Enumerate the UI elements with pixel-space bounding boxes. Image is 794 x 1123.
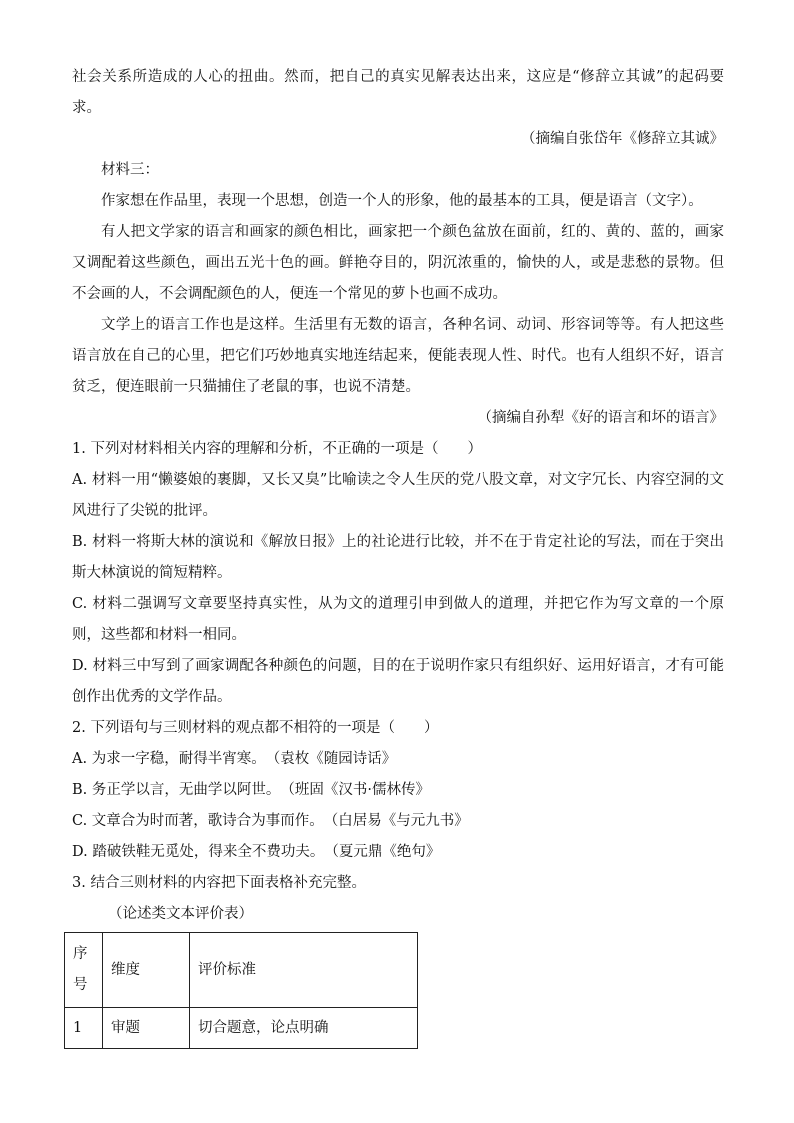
material-three-paragraph-3: 文学上的语言工作也是这样。生活里有无数的语言，各种名词、动词、形容词等等。有人把这些语言放在自己的心里，把它们巧妙地真实地连结起来，便能表现人性、时代。也有人组织不好，语言贫乏，便连眼前一只猫捕住了老鼠的事，也说不清楚。 [72,317,724,395]
material-three-paragraph-2: 有人把文学家的语言和画家的颜色相比，画家把一个颜色盆放在面前，红的、黄的、蓝的，画家又调配着这些颜色，画出五光十色的画。鲜艳夺目的，阴沉浓重的，愉快的人，或是悲愁的景物。但不会画的人，不会调配颜色的人，便连一个常见的萝卜也画不成功。 [72,224,724,302]
table-row [65,1008,418,1049]
material-two-source: （摘编自张岱年《修辞立其诚》 [521,131,724,147]
table-header-cell: 序号 [65,933,103,1008]
table-header-row [65,933,418,1008]
question-1-option-c: C. 材料二强调写文章要坚持真实性，从为文的道理引申到做人的道理，并把它作为写文章的一个原则，这些都和材料一相同。 [72,596,724,643]
table-cell: 1 [65,1008,103,1049]
table-caption: （论述类文本评价表） [108,906,253,922]
table-cell: 审题 [103,1008,190,1049]
question-1-stem: 1. 下列对材料相关内容的理解和分析，不正确的一项是（ ） [72,441,482,457]
question-3-stem: 3. 结合三则材料的内容把下面表格补充完整。 [72,875,366,891]
table-cell: 切合题意，论点明确 [190,1008,418,1049]
table-header-cell: 维度 [103,933,190,1008]
table-header-cell: 评价标准 [190,933,418,1008]
question-2-option-a: A. 为求一字稳，耐得半宵寒。 （袁枚《随园诗话》 [72,751,397,767]
question-1-option-b: B. 材料一将斯大林的演说和《解放日报》上的社论进行比较，并不在于肯定社论的写法，而在于突出斯大林演说的简短精粹。 [72,534,724,581]
question-1-option-d: D. 材料三中写到了画家调配各种颜色的问题，目的在于说明作家只有组织好、运用好语言，才有可能创作出优秀的文学作品。 [72,658,724,705]
question-2-option-c: C. 文章合为时而著，歌诗合为事而作。 （白居易《与元九书》 [72,813,469,829]
material-three-paragraph-1: 作家想在作品里，表现一个思想，创造一个人的形象，他的最基本的工具，便是语言（文字）。 [101,193,703,209]
question-2-option-d: D. 踏破铁鞋无觅处，得来全不费功夫。 （夏元鼎《绝句》 [72,844,441,860]
document-page [72,62,724,1049]
material-three-source: （摘编自孙犁《好的语言和坏的语言》 [477,410,724,426]
question-1-option-a: A. 材料一用“懒婆娘的裹脚，又长又臭”比喻读之令人生厌的党八股文章，对文字冗长、内容空洞的文风进行了尖锐的批评。 [72,472,724,519]
material-two-closing-paragraph: 社会关系所造成的人心的扭曲。然而，把自己的真实见解表达出来，这应是“修辞立其诚”的起码要求。 [72,69,724,116]
question-2-stem: 2. 下列语句与三则材料的观点都不相符的一项是（ ） [72,720,439,736]
question-2-option-b: B. 务正学以言，无曲学以阿世。 （班固《汉书·儒林传》 [72,782,430,798]
evaluation-table [64,932,418,1049]
material-three-heading: 材料三： [101,162,159,178]
